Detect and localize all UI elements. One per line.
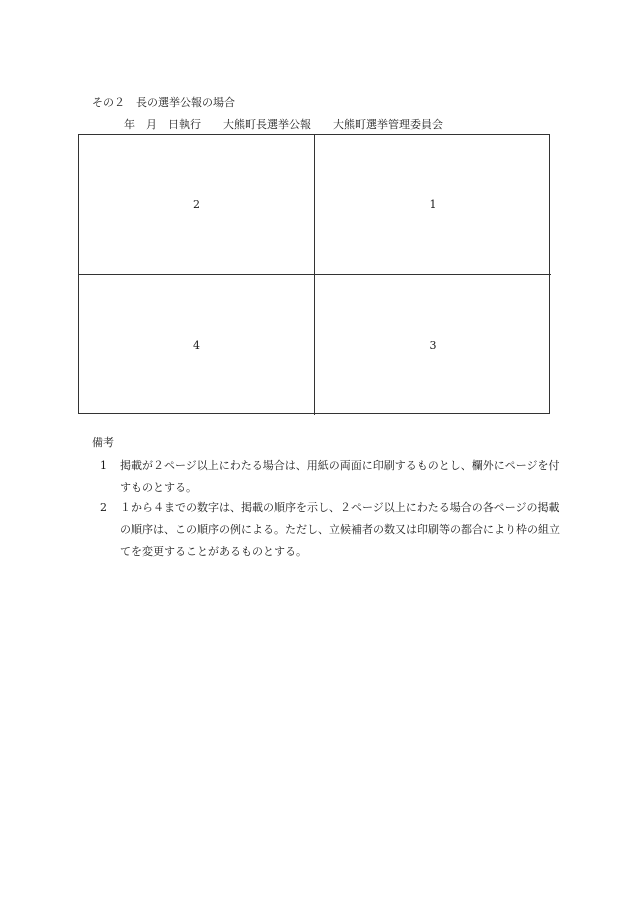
- grid-cell-bottom-right: 3: [429, 338, 437, 352]
- remark-number: 2: [100, 501, 107, 514]
- form-title: その２ 長の選挙公報の場合: [92, 96, 235, 109]
- grid-cell-top-right: 1: [315, 135, 551, 275]
- remark-text: １から４までの数字は、掲載の順序を示し、２ページ以上にわたる場合の各ページの掲載の順序は、この順序の例による。ただし、立候補者の数又は印刷等の都合により枠の組立てを変更することがあるものとする。: [120, 501, 560, 558]
- publication-name: 大熊町長選挙公報: [223, 118, 311, 131]
- layout-grid: [78, 134, 550, 414]
- publication-header: [124, 118, 443, 132]
- remark-item: [100, 497, 560, 563]
- committee-name: 大熊町選挙管理委員会: [333, 118, 443, 131]
- remarks-heading: 備考: [92, 436, 114, 449]
- remark-number: 1: [100, 459, 107, 472]
- election-date-label: 年 月 日執行: [124, 118, 201, 131]
- grid-cell-top-left: 2: [79, 135, 315, 275]
- remark-text: 掲載が２ページ以上にわたる場合は、用紙の両面に印刷するものとし、欄外にページを付すものとする。: [120, 459, 560, 494]
- remark-item: [100, 455, 560, 499]
- grid-cell-bottom-left: 4: [79, 275, 315, 415]
